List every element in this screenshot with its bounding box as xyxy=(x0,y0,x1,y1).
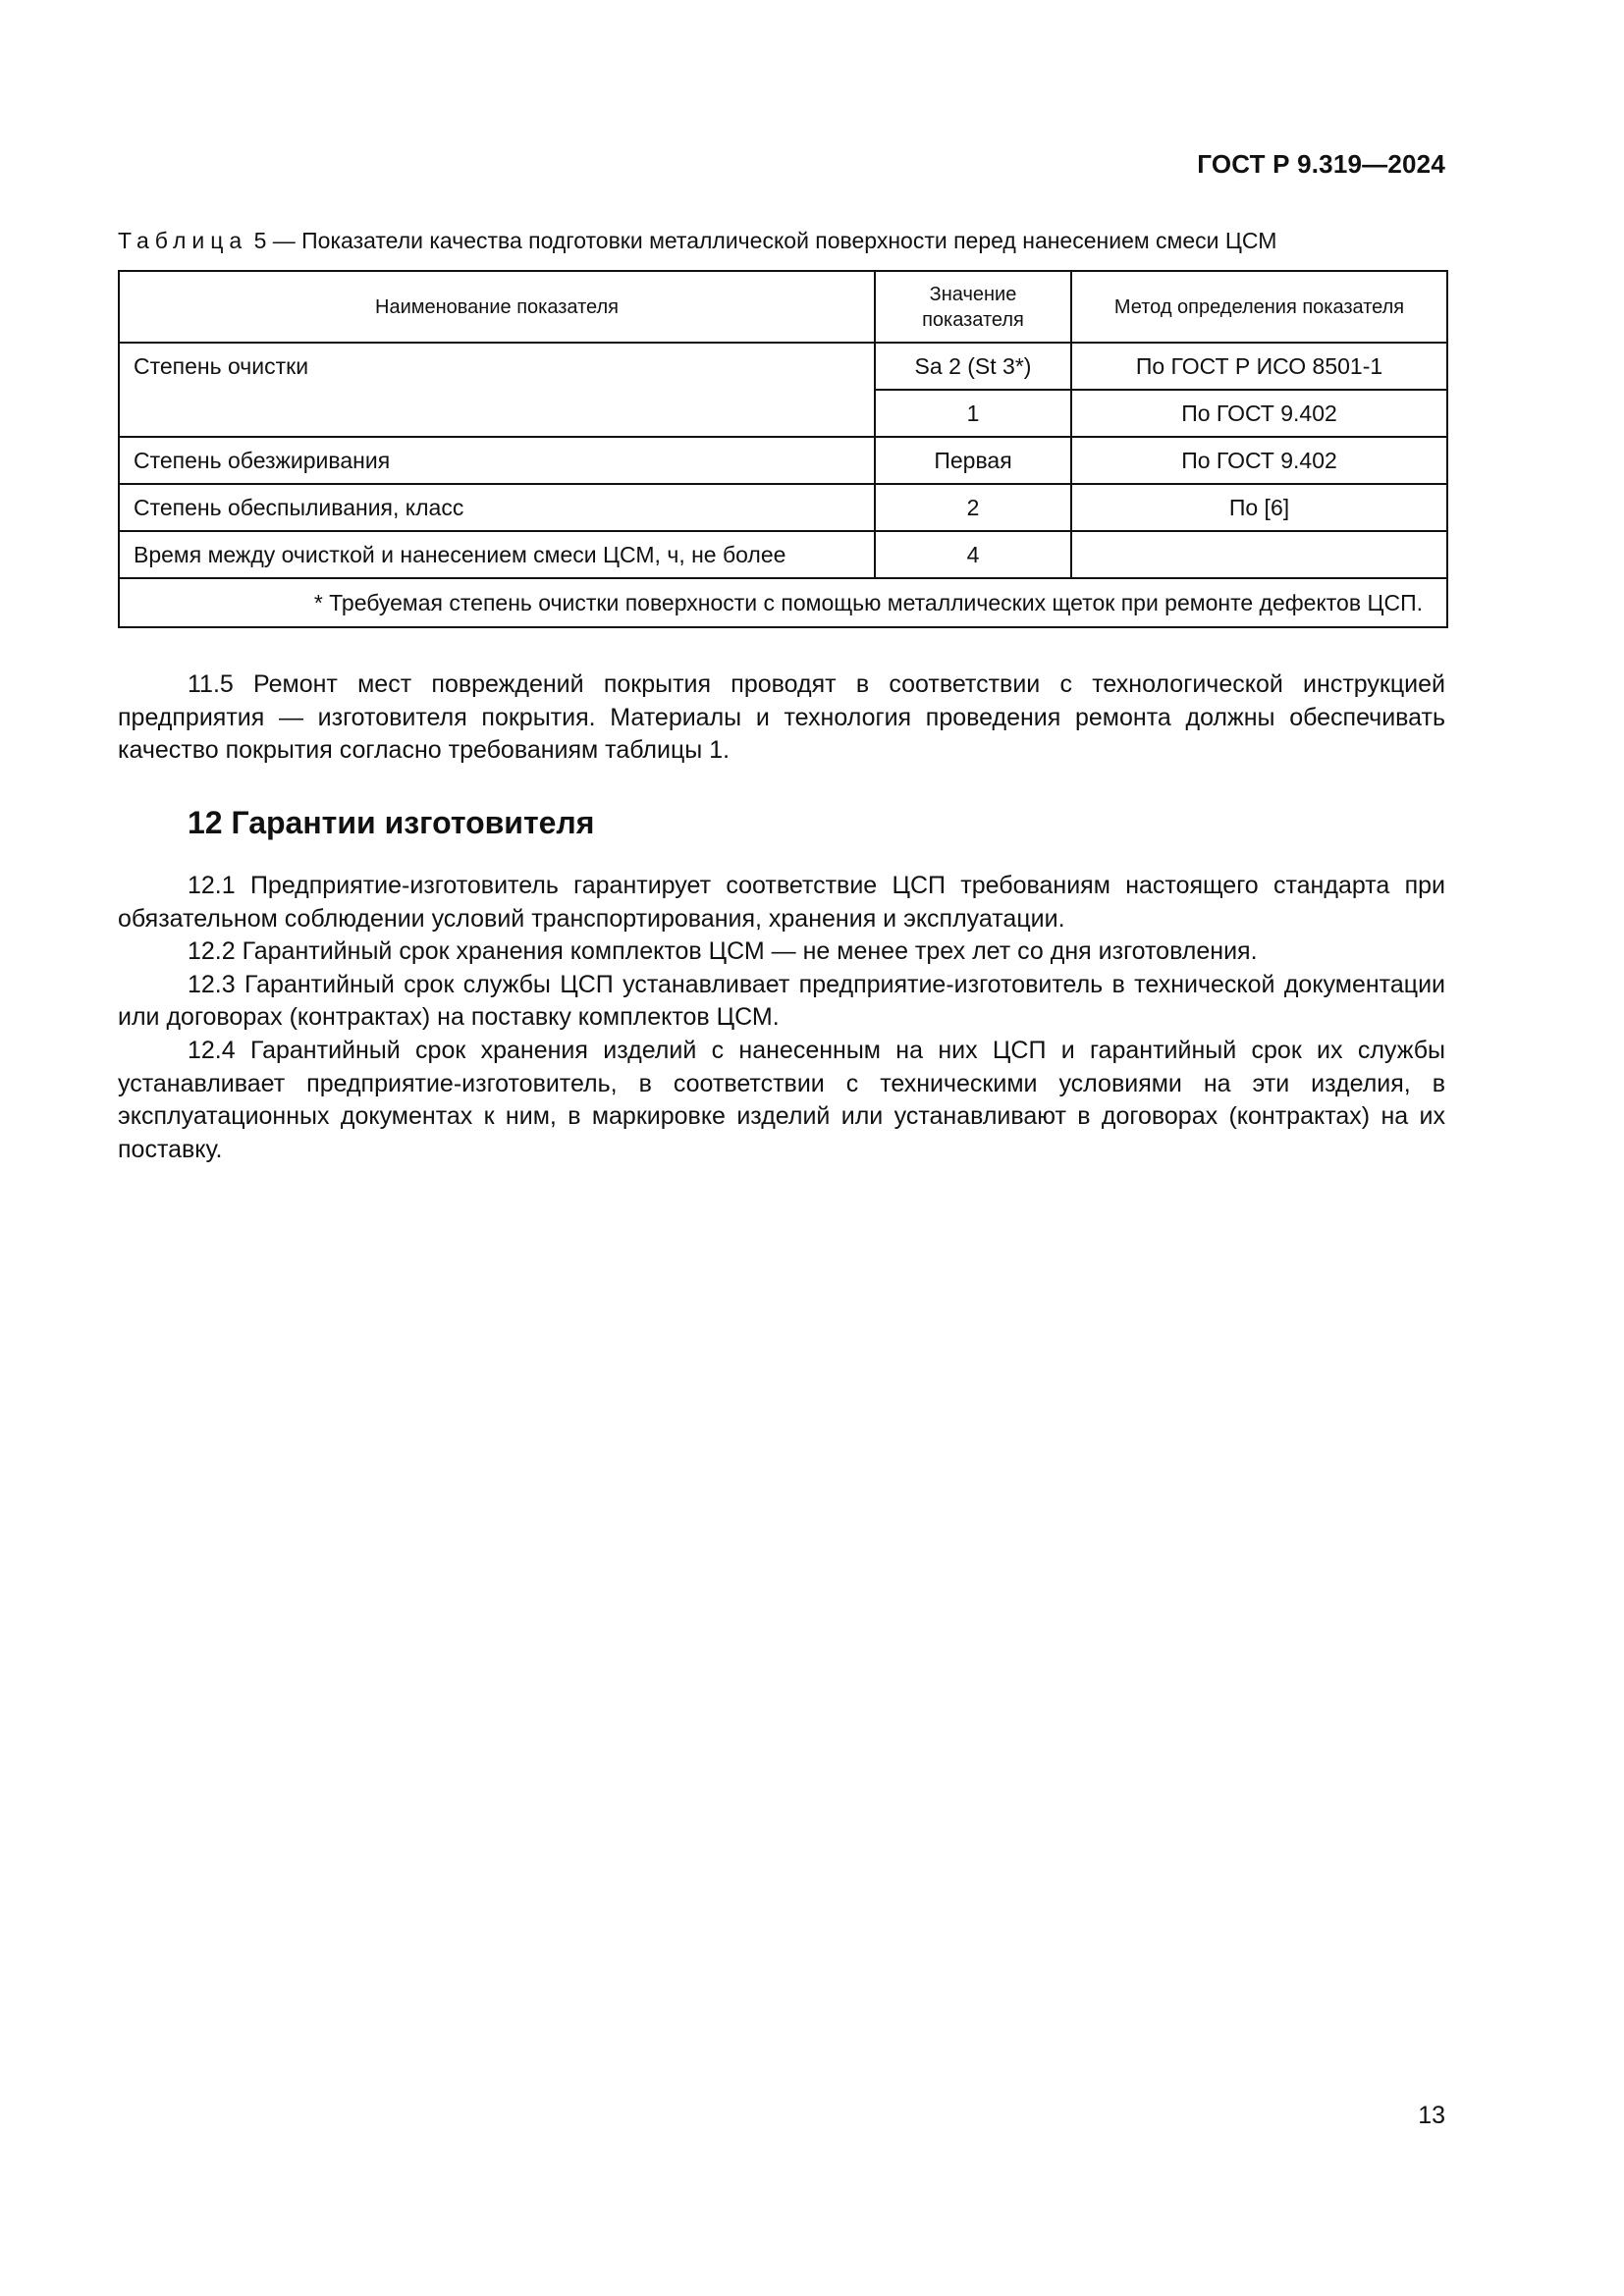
paragraph: 12.2 Гарантийный срок хранения комплектов ЦСМ — не менее трех лет со дня изготовления. xyxy=(188,937,1258,966)
table-cell-value: Sa 2 (St 3*) xyxy=(875,343,1071,390)
table-caption xyxy=(118,228,1453,254)
paragraph: 12.4 Гарантийный срок хранения изделий с нанесенным на них ЦСП и гарантийный срок их службы устанавливает предприятие-изготовитель, в соответствии с техническими условиями на эти изделия, в эксплуатационных документах к ним, в маркировке изделий или устанавливают в договорах (контрактах) на их поставку. xyxy=(118,1036,1445,1163)
table-row xyxy=(119,484,1447,531)
table-cell-name: Время между очисткой и нанесением смеси ЦСМ, ч, не более xyxy=(119,531,875,578)
table-cell-name: Степень обезжиривания xyxy=(119,437,875,484)
table-cell-value: 1 xyxy=(875,390,1071,437)
table-footnote: * Требуемая степень очистки поверхности с помощью металлических щеток при ремонте дефектов ЦСП. xyxy=(119,578,1447,627)
table-cell-method: По ГОСТ 9.402 xyxy=(1071,437,1447,484)
standard-code: ГОСТ Р 9.319—2024 xyxy=(1197,149,1445,179)
page-number: 13 xyxy=(1418,2102,1445,2129)
column-header-method: Метод определения показателя xyxy=(1071,271,1447,343)
section-12-title: 12 Гарантии изготовителя xyxy=(188,805,595,840)
paragraph: 11.5 Ремонт мест повреждений покрытия проводят в соответствии с технологической инструкцией предприятия — изготовителя покрытия. Материалы и технология проведения ремонта должны обеспечивать качество покрытия согласно требованиям таблицы 1. xyxy=(118,670,1445,765)
column-header-name: Наименование показателя xyxy=(119,271,875,343)
table-cell-value: 4 xyxy=(875,531,1071,578)
column-header-value-line2: показателя xyxy=(922,308,1024,331)
table-cell-value: Первая xyxy=(875,437,1071,484)
table-row xyxy=(119,437,1447,484)
table-cell-method: По ГОСТ Р ИСО 8501-1 xyxy=(1071,343,1447,390)
table-row xyxy=(119,531,1447,578)
table-caption-label: Таблица xyxy=(118,228,248,253)
table-cell-method: По [6] xyxy=(1071,484,1447,531)
table-header-row xyxy=(119,271,1447,343)
table-cell-method xyxy=(1071,531,1447,578)
paragraph: 12.1 Предприятие-изготовитель гарантирует соответствие ЦСП требованиям настоящего стандарта при обязательном соблюдении условий транспортирования, хранения и эксплуатации. xyxy=(118,872,1445,933)
table-footnote-row xyxy=(119,578,1447,627)
table-cell-name: Степень обеспыливания, класс xyxy=(119,484,875,531)
table-row xyxy=(119,343,1447,390)
table-cell-method: По ГОСТ 9.402 xyxy=(1071,390,1447,437)
table-caption-text: 5 — Показатели качества подготовки металлической поверхности перед нанесением смеси ЦСМ xyxy=(253,228,1277,253)
table-cell-value: 2 xyxy=(875,484,1071,531)
column-header-value-line1: Значение xyxy=(929,283,1017,305)
quality-table xyxy=(118,270,1448,628)
table-cell-name: Степень очистки xyxy=(119,343,875,437)
column-header-value xyxy=(875,271,1071,343)
paragraph: 12.3 Гарантийный срок службы ЦСП устанавливает предприятие-изготовитель в технической документации или договорах (контрактах) на поставку комплектов ЦСМ. xyxy=(118,970,1445,1032)
section-12-body xyxy=(118,870,1445,1166)
section-11-5 xyxy=(118,668,1445,768)
